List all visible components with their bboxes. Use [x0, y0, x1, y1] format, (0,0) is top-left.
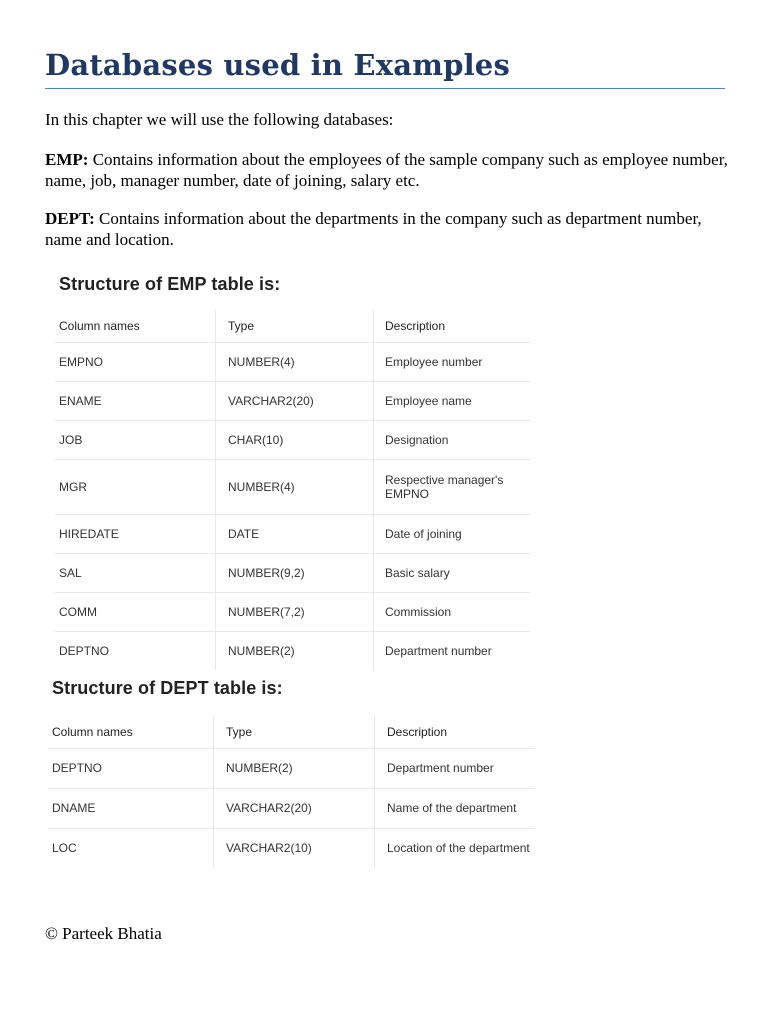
- description-cell: Department number: [374, 631, 531, 670]
- type-cell: VARCHAR2(20): [214, 788, 375, 828]
- column-name-cell: JOB: [55, 420, 216, 459]
- description-cell: Date of joining: [374, 514, 531, 553]
- dept-structure-heading: Structure of DEPT table is:: [52, 678, 283, 698]
- description-cell: Basic salary: [374, 553, 531, 592]
- table-row: [48, 788, 535, 828]
- column-name-cell: SAL: [55, 553, 216, 592]
- column-name-cell: COMM: [55, 592, 216, 631]
- type-cell: NUMBER(2): [216, 631, 374, 670]
- column-header: Column names: [48, 716, 214, 748]
- table-row: [55, 342, 530, 381]
- table-header-row: [55, 310, 530, 342]
- table-row: [55, 631, 530, 670]
- emp-structure-heading: Structure of EMP table is:: [59, 274, 281, 294]
- column-name-cell: DEPTNO: [59, 643, 110, 658]
- type-cell: NUMBER(4): [216, 459, 374, 514]
- type-cell: VARCHAR2(10): [214, 828, 375, 868]
- column-name-cell: DNAME: [48, 788, 214, 828]
- emp-structure-table: [55, 310, 530, 670]
- type-cell: NUMBER(2): [214, 748, 375, 788]
- title-underline: [45, 88, 725, 89]
- type-cell: DATE: [216, 514, 374, 553]
- table-row: [55, 553, 530, 592]
- emp-term: EMP:: [45, 150, 89, 169]
- description-cell: Employee name: [374, 381, 531, 420]
- table-row: [55, 381, 530, 420]
- description-cell: Commission: [374, 592, 531, 631]
- column-name-cell: LOC: [52, 841, 77, 856]
- copyright-footer: © Parteek Bhatia: [45, 924, 162, 943]
- description-cell: Department number: [375, 748, 536, 788]
- column-name-cell: EMPNO: [55, 342, 216, 381]
- description-cell: Employee number: [374, 342, 531, 381]
- column-header: Column names: [55, 310, 216, 342]
- dept-paragraph: [45, 208, 735, 250]
- table-row: [48, 828, 535, 868]
- column-name-cell: HIREDATE: [55, 514, 216, 553]
- dept-description: Contains information about the departments in the company such as department number, name and location.: [45, 209, 702, 249]
- emp-description: Contains information about the employees of the sample company such as employee number, name, job, manager number, date of joining, salary etc.: [45, 150, 728, 190]
- table-row: [55, 592, 530, 631]
- page-title: Databases used in Examples: [45, 48, 510, 82]
- type-cell: NUMBER(9,2): [216, 553, 374, 592]
- description-cell: Designation: [374, 420, 531, 459]
- column-name-cell: DEPTNO: [48, 748, 214, 788]
- table-row: [48, 748, 535, 788]
- table-row: [55, 514, 530, 553]
- type-cell: NUMBER(4): [216, 342, 374, 381]
- type-cell: NUMBER(7,2): [216, 592, 374, 631]
- table-row: [55, 420, 530, 459]
- emp-paragraph: [45, 149, 735, 191]
- type-cell: VARCHAR2(20): [216, 381, 374, 420]
- description-cell: Respective manager's EMPNO: [374, 459, 531, 514]
- dept-structure-table: [48, 716, 535, 868]
- table-row: [55, 459, 530, 514]
- type-cell: CHAR(10): [216, 420, 374, 459]
- description-cell: Location of the department: [375, 828, 536, 868]
- dept-term: DEPT:: [45, 209, 95, 228]
- column-header: Description: [374, 310, 531, 342]
- column-header: Description: [375, 716, 536, 748]
- column-name-cell: MGR: [55, 459, 216, 514]
- description-cell: Name of the department: [375, 788, 536, 828]
- column-header: Type: [216, 310, 374, 342]
- table-header-row: [48, 716, 535, 748]
- column-header: Type: [214, 716, 375, 748]
- column-name-cell: ENAME: [55, 381, 216, 420]
- intro-paragraph: In this chapter we will use the following databases:: [45, 110, 394, 129]
